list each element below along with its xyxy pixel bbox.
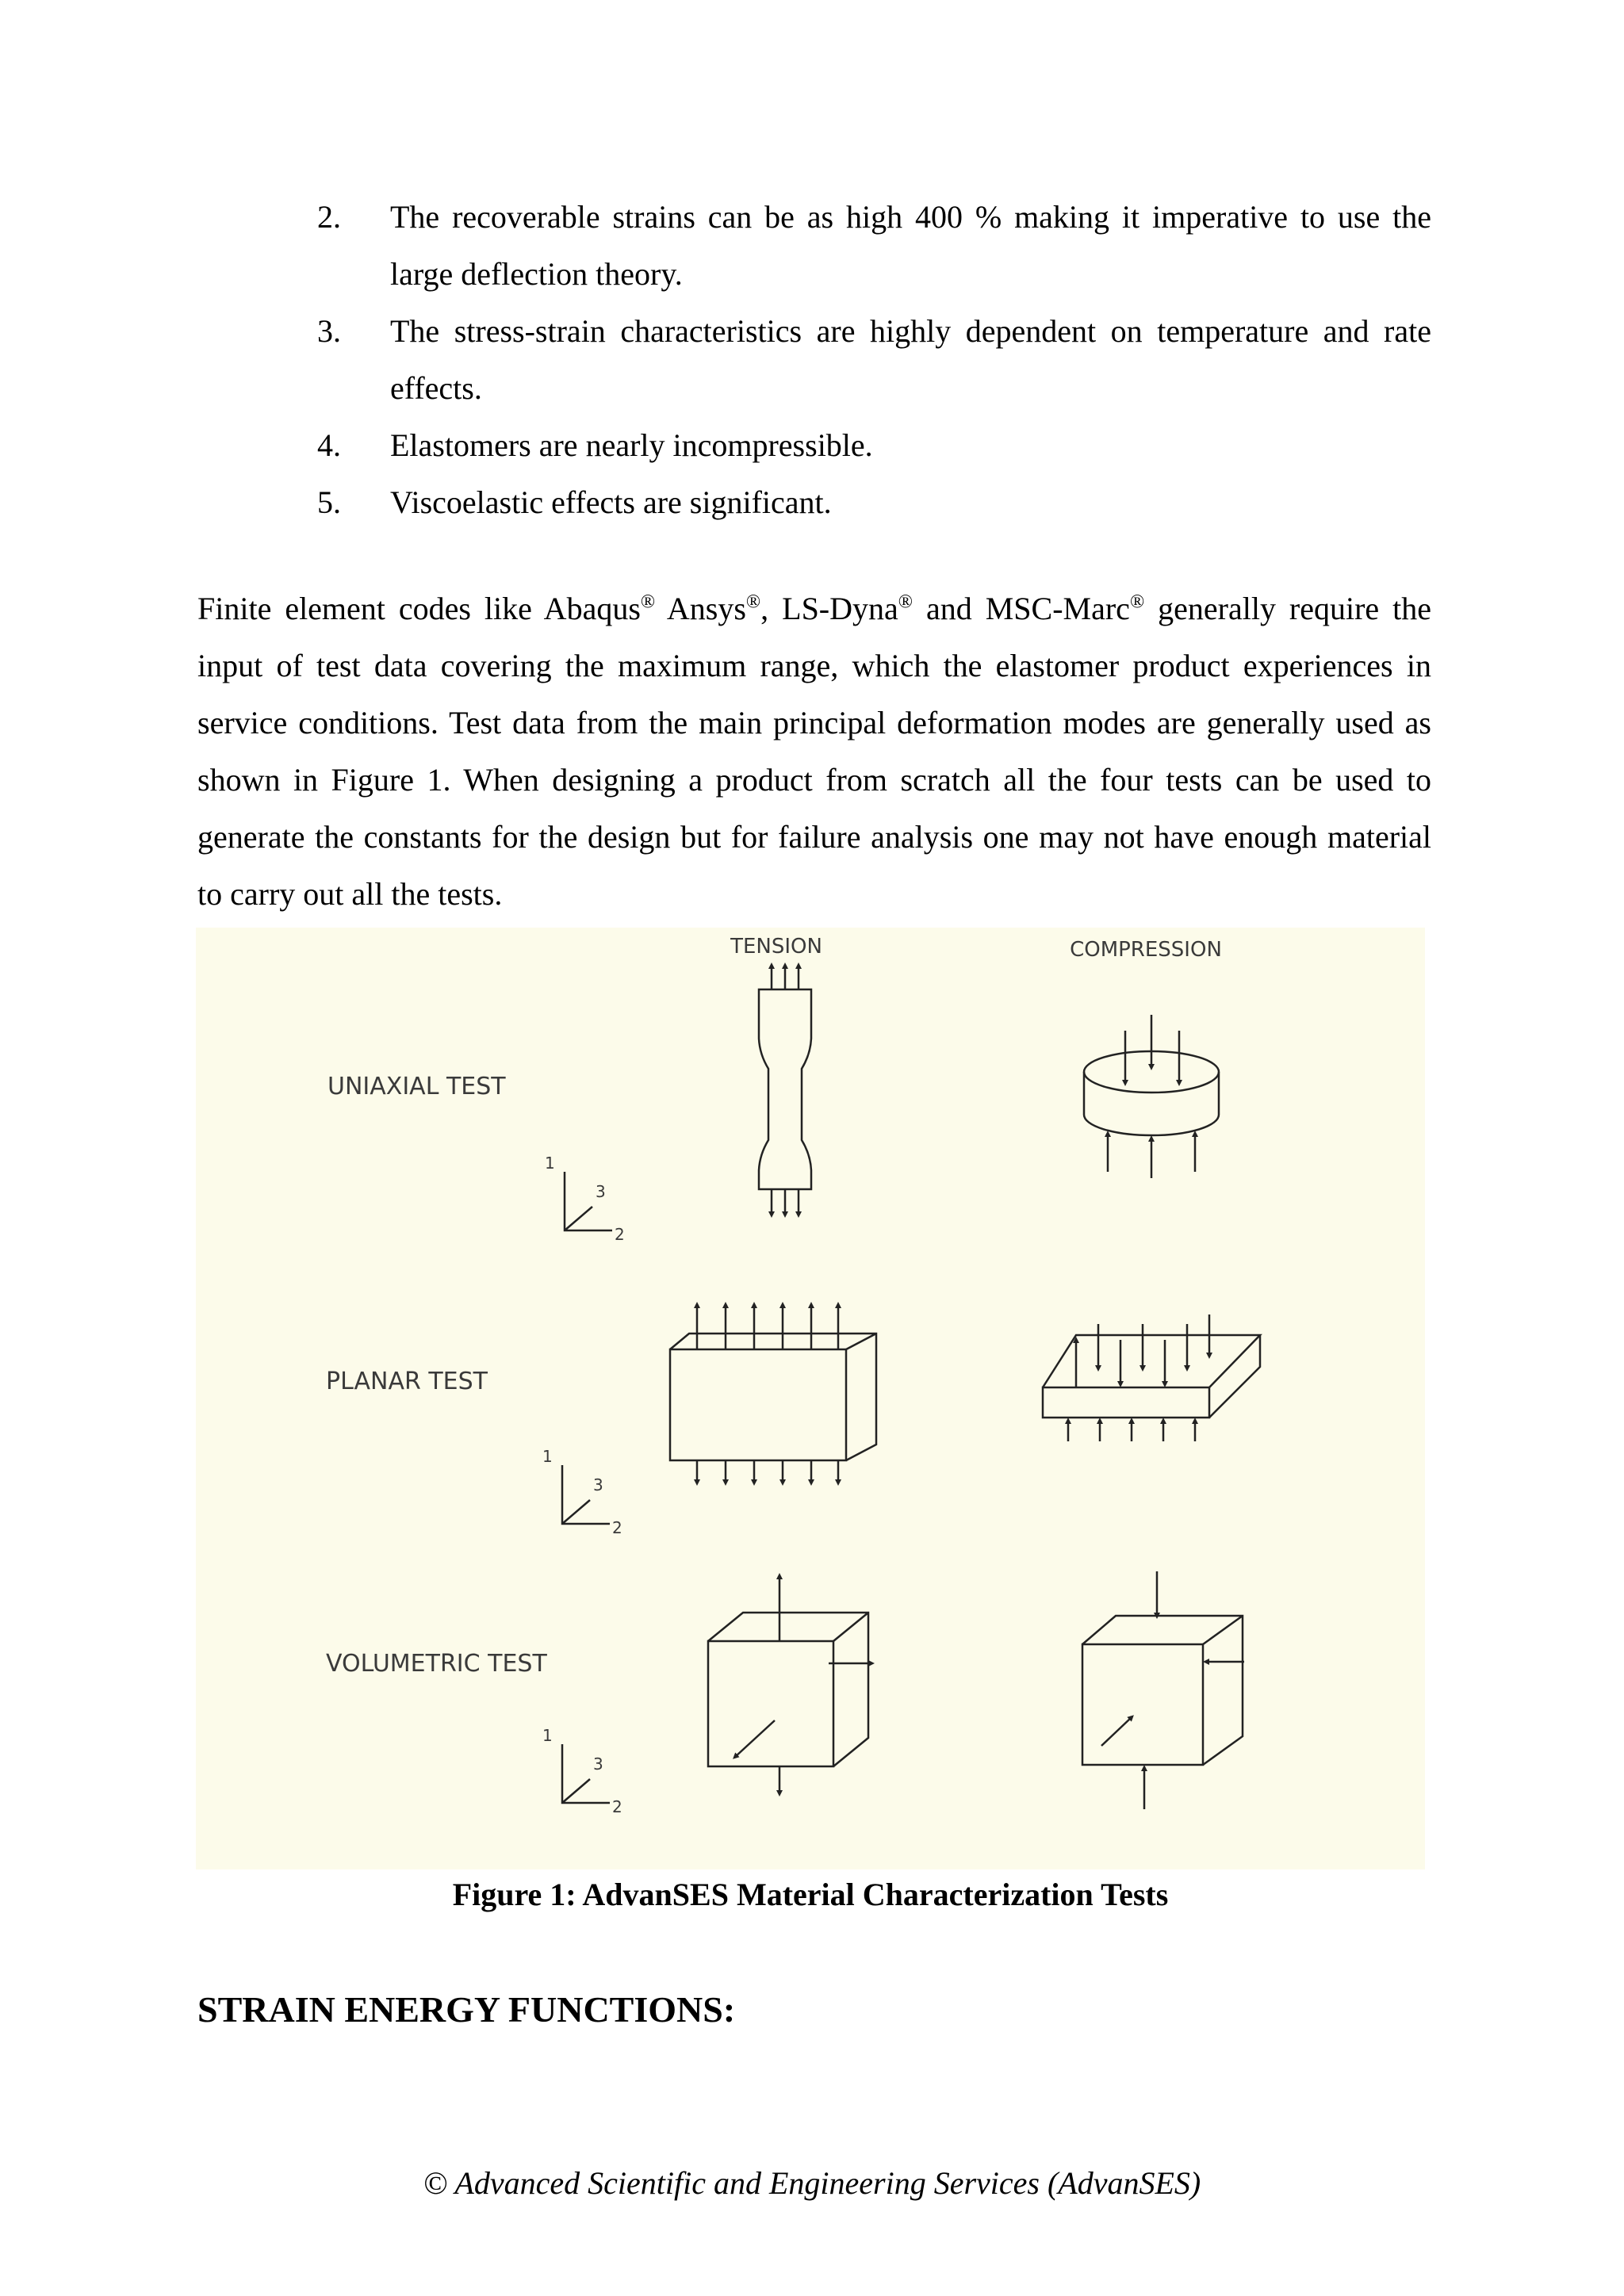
registered-mark: ® xyxy=(745,591,761,613)
row-uniaxial-label: UNIAXIAL TEST xyxy=(327,1073,506,1100)
list-text: The stress-strain characteristics are highly dependent on temperature and rate effects. xyxy=(390,313,1431,406)
list-item xyxy=(317,189,1431,303)
axis-label: 2 xyxy=(612,1518,622,1537)
list-number: 3. xyxy=(317,313,341,349)
registered-mark: ® xyxy=(640,591,656,613)
axis-label: 3 xyxy=(593,1475,603,1494)
volumetric-tension-cube-icon xyxy=(708,1576,871,1793)
para-text: , LS-Dyna xyxy=(760,591,898,626)
test-diagram xyxy=(196,928,1425,1869)
body-paragraph xyxy=(197,580,1431,923)
axis-label: 1 xyxy=(542,1726,553,1745)
list-text: Elastomers are nearly incompressible. xyxy=(390,427,873,463)
axis-label: 1 xyxy=(542,1447,553,1466)
axis-triad-icon xyxy=(562,1744,610,1803)
para-text: Finite element codes like Abaqus xyxy=(197,591,641,626)
axis-label: 1 xyxy=(545,1154,555,1173)
para-text: and MSC-Marc xyxy=(913,591,1130,626)
para-text: Ansys xyxy=(655,591,746,626)
list-text: The recoverable strains can be as high 400 % making it imperative to use the large deflection theory. xyxy=(390,199,1431,292)
figure-material-tests xyxy=(196,928,1425,1869)
list-number: 2. xyxy=(317,199,341,235)
numbered-list xyxy=(317,189,1431,531)
list-number: 5. xyxy=(317,484,341,520)
registered-mark: ® xyxy=(1129,591,1145,613)
figure-caption: Figure 1: AdvanSES Material Characterization Tests xyxy=(452,1877,1169,1912)
axis-label: 3 xyxy=(593,1755,603,1774)
axis-triad-icon xyxy=(565,1172,612,1230)
list-item xyxy=(317,303,1431,417)
axis-label: 2 xyxy=(612,1797,622,1816)
row-planar-label: PLANAR TEST xyxy=(326,1368,488,1395)
axis-label: 3 xyxy=(596,1182,606,1201)
tension-specimen-icon xyxy=(759,966,811,1215)
list-text: Viscoelastic effects are significant. xyxy=(390,484,832,520)
col-compression-label: COMPRESSION xyxy=(1070,938,1222,962)
row-volumetric-label: VOLUMETRIC TEST xyxy=(326,1650,547,1678)
page-footer: © Advanced Scientific and Engineering Services (AdvanSES) xyxy=(423,2165,1201,2201)
compression-cylinder-icon xyxy=(1084,1015,1219,1178)
col-tension-label: TENSION xyxy=(730,935,822,959)
volumetric-compression-cube-icon xyxy=(1082,1571,1244,1809)
planar-compression-plate-icon xyxy=(1043,1314,1260,1441)
list-item xyxy=(317,417,1431,474)
list-number: 4. xyxy=(317,427,341,463)
planar-tension-block-icon xyxy=(670,1305,876,1483)
section-heading: STRAIN ENERGY FUNCTIONS: xyxy=(197,1989,736,2030)
list-item xyxy=(317,474,1431,531)
axis-triad-icon xyxy=(562,1465,610,1524)
registered-mark: ® xyxy=(898,591,914,613)
para-text: generally require the input of test data covering the maximum range, which the elastomer product experiences in service conditions. Test data from the main principal deformation modes are generally used as shown in Figure 1. When designing a product from scratch all the four tests can be used to generate the constants for the design but for failure analysis one may not have enough material to carry out all the tests. xyxy=(197,591,1432,912)
axis-label: 2 xyxy=(615,1225,625,1244)
